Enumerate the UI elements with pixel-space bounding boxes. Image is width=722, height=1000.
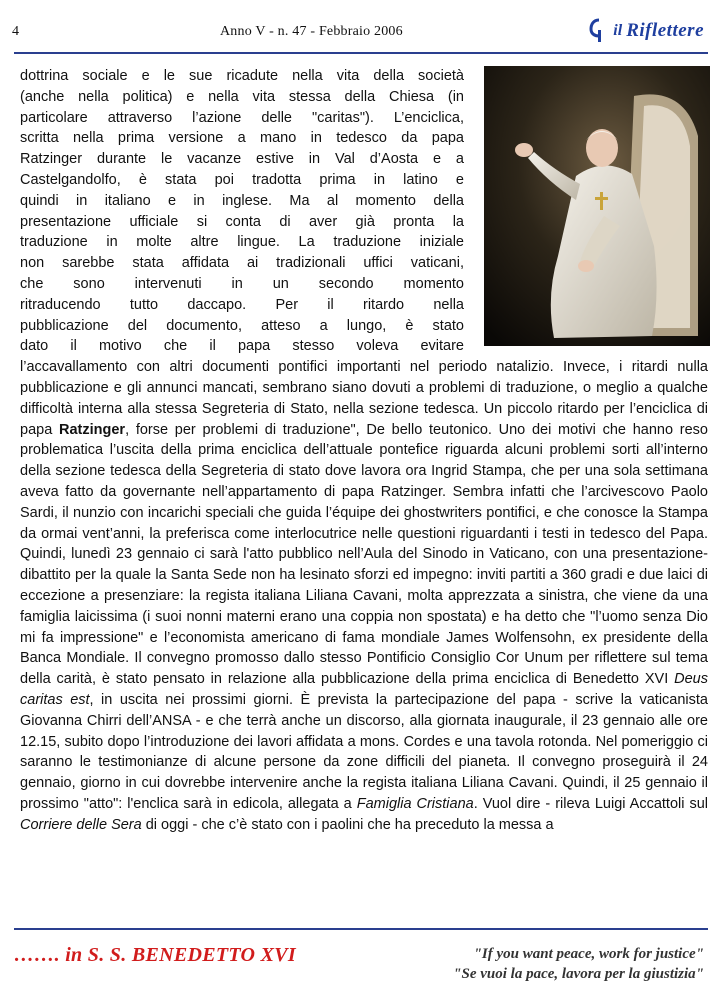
masthead-title: Riflettere bbox=[626, 20, 704, 41]
article-paragraph bbox=[20, 357, 708, 835]
text-run: di oggi - che c’è stato con i paolini che ha preceduto la messa a bbox=[141, 816, 554, 833]
encyclical-title: Deus caritas est bbox=[20, 671, 708, 708]
article-body bbox=[20, 66, 708, 835]
text-line: pubblicazione del documento, atteso a lungo, è stato bbox=[20, 317, 464, 334]
text-run: , forse per problemi di traduzione", De bello teutonico. Uno dei motivi che hanno reso problematica l’uscita della prima enciclica dell’attuale pontefice riguarda alcuni problemi sorti all’interno della sezione tedesca della Segreteria di stato dove lavora ora Ingrid Stampa, che per una sola settimana aveva fatto da governante nell’appartamento di papa Ratzinger. Sembra infatti che l’arcivescovo Paolo Sardi, il nunzio con incarichi speciali che guida l’équipe dei ghostwriters pontifici, e che conosce la Stampa da ormai vent’anni, la preferisca come interlocutrice nelle questioni riguardanti i testi in tedesco del Papa. Quindi, lunedì 23 gennaio ci sarà l'atto pubblico nell’Aula del Sinodo in Vaticano, con una presentazione-dibattito per la quale la Santa Sede non ha lesinato sforzi ed impegno: inviti partiti a 360 gradi e due laici di eccezione a presenziare: la regista italiana Liliana Cavani, molta apprezzata a sinistra, che viene da una famiglia laicissima (i suoi nonni materni erano una coppia non spostata) e ha detto che "l’uomo senza Dio mi fa impressione" e l’economista americano di fama mondiale James Wolfensohn, ex presidente della Banca Mondiale. Il convegno promosso dallo stesso Pontificio Consiglio Cor Unum per riflettere sul tema della carità, è stato pensato in relazione alla pubblicazione della prima enciclica di Benedetto XVI bbox=[20, 421, 708, 688]
text-line: ritraducendo tutto daccapo. Per il ritardo nella bbox=[20, 296, 464, 313]
footer-motto bbox=[453, 944, 704, 984]
footer-divider bbox=[14, 928, 708, 930]
text-line: scritta nella prima versione a mano in tedesco da papa bbox=[20, 130, 464, 147]
text-line: traduzione in molte altre lingue. La traduzione iniziale bbox=[20, 234, 464, 251]
text-line: che sono intervenuti in un secondo momento bbox=[20, 275, 464, 292]
footer-dedication: ……. in S. S. BENEDETTO XVI bbox=[14, 944, 296, 966]
magazine-title: Famiglia Cristiana bbox=[356, 795, 474, 812]
text-line: particolare attraverso l’azione delle "caritas"). L’enciclica, bbox=[20, 109, 464, 126]
text-line: presentazione ufficiale si conta di aver già pronta la bbox=[20, 213, 464, 230]
wrapped-text-block bbox=[20, 66, 464, 357]
reflection-logo-icon bbox=[589, 18, 609, 44]
motto-italian: "Se vuoi la pace, lavora per la giustizia" bbox=[453, 966, 704, 982]
text-line: dottrina sociale e le sue ricadute nella vita della società bbox=[20, 68, 464, 84]
bold-name: Ratzinger bbox=[58, 421, 126, 438]
issue-info: Anno V - n. 47 - Febbraio 2006 bbox=[220, 24, 403, 39]
text-line: dato il motivo che il papa stesso voleva evitare bbox=[20, 338, 464, 355]
text-line: Ratzinger durante le vacanze estive in Val d’Aosta e a bbox=[20, 151, 464, 168]
text-line: quindi in italiano e in inglese. Ma al momento della bbox=[20, 192, 464, 209]
header-divider bbox=[14, 52, 708, 54]
text-line: non sarebbe stata affidata ai tradizionali uffici vaticani, bbox=[20, 255, 464, 272]
masthead-logo bbox=[589, 18, 704, 44]
masthead-prefix: il bbox=[613, 22, 623, 39]
text-line: (anche nella politica) e nella vita stessa della Chiesa (in bbox=[20, 88, 464, 105]
motto-english: "If you want peace, work for justice" bbox=[473, 946, 704, 962]
text-run: . Vuol dire - rileva Luigi Accattoli sul bbox=[473, 795, 708, 812]
newspaper-title: Corriere delle Sera bbox=[20, 816, 142, 833]
page-header bbox=[0, 0, 722, 56]
text-line: Castelgandolfo, è stata poi tradotta prima in latino e bbox=[20, 171, 464, 188]
text-run: , in uscita nei prossimi giorni. È prevista la partecipazione del papa - scrive la vaticanista Giovanna Chirri dell’ANSA - e che terrà anche un discorso, alla giornata inaugurale, il 23 gennaio alle ore 12.15, subito dopo l’introduzione dei lavori affidata a mons. Cordes e una tavola rotonda. Nel pomeriggio ci saranno le testimonianze di alcune persone da zone difficili del pianeta. Il convegno proseguirà il 24 gennaio, giorno in cui dovrebbe intervenire anche la regista italiana Liliana Cavani. Quindi, il 25 gennaio il prossimo "atto": l'enclica sarà in edicola, allegata a bbox=[20, 691, 708, 812]
page-number: 4 bbox=[12, 24, 19, 39]
text-run: l’accavallamento con altri documenti pontifici importanti nel periodo natalizio. Invece, i ritardi nulla pubblicazione e gli annunci mancati, sembrano siano dovuti a problemi di traduzione, o meglio a qualche difficoltà interna alla stessa Segreteria di Stato, nella sezione tedesca. Un piccolo ritardo per l’enciclica di papa bbox=[20, 359, 708, 438]
